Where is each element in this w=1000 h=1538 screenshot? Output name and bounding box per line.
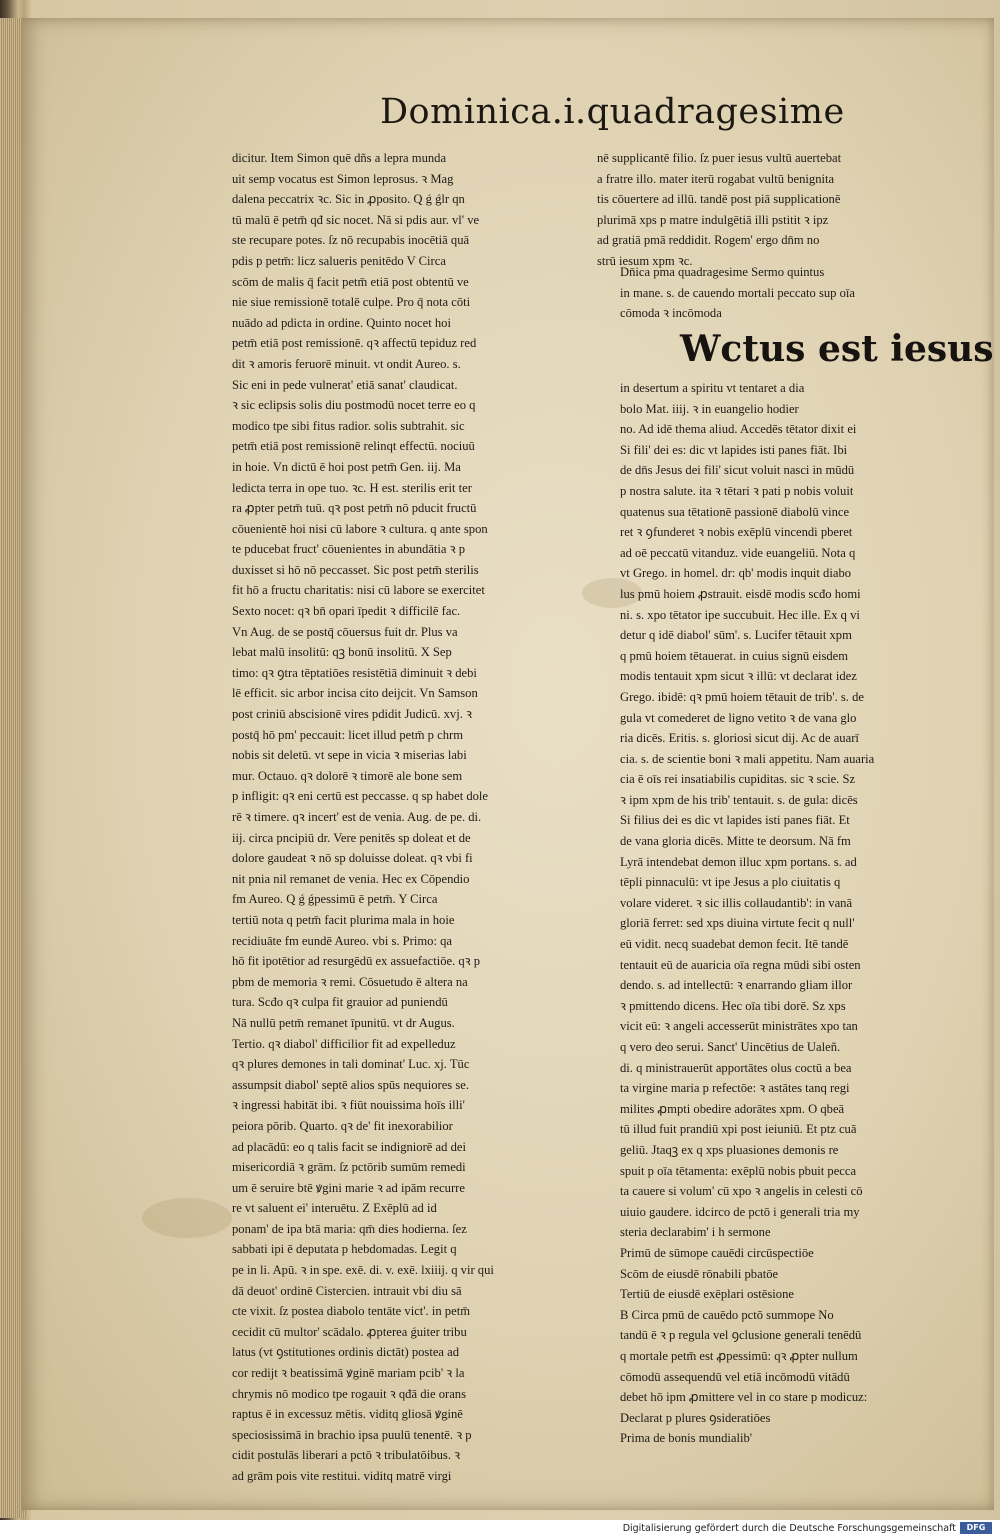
- text-line: modico tpe sibi fitus radior. solis subtrahit. sic: [232, 418, 465, 433]
- text-line: steria declarabim' i h sermone: [620, 1225, 771, 1240]
- text-line: volare videret. ꝛ sic illis collaudantib': in vanā: [620, 895, 853, 910]
- text-line: de vana gloria dicēs. Mitte te deorsum. Nā fm: [620, 834, 851, 849]
- text-line: di. q ministrauerūt apportātes olus coctū a bea: [620, 1060, 852, 1075]
- text-line: ret ꝛ ꝯfunderet ꝛ nobis exēplū vincendi pberet: [620, 525, 853, 540]
- text-line: in desertum a spiritu vt tentaret a dia: [620, 381, 805, 395]
- text-line: strū iesum xpm ꝛc.: [597, 253, 693, 268]
- text-line: lus pmū hoiem ꝓstrauit. eisdē modis scđo homi: [620, 586, 861, 601]
- text-line: ꝛ pmittendo dicens. Hec oīa tibi dorē. Sz xps: [620, 998, 846, 1013]
- text-line: Vn Aug. de se postq̄ cōuersus fuit dr. Plus va: [232, 624, 458, 639]
- text-line: cidit postulās liberari a pctō ꝛ tribulatōibus. ꝛ: [232, 1448, 461, 1463]
- text-line: q mortale petm̄ est ꝓpessimū: qꝛ ꝓpter nullum: [620, 1348, 858, 1363]
- text-line: uiuio gaudere. idcirco de pctō i generali tria my: [620, 1204, 860, 1219]
- text-line: petm̄ etiā post remissionē. qꝛ affectū tepiduz red: [232, 336, 477, 351]
- text-line: p nostra salute. ita ꝛ tētari ꝛ pati p nobis voluit: [620, 483, 854, 498]
- dfg-logo-icon: DFG: [960, 1522, 992, 1534]
- text-line: Prima de bonis mundialib': [620, 1431, 753, 1446]
- text-line: uit semp vocatus est Simon leprosus. ꝛ Mag: [232, 171, 454, 186]
- text-line: gloriā ferret: sed xps diuina virtute fecit q null': [620, 916, 855, 931]
- text-line: ad oē peccatū vitanduz. vide euangeliū. Nota q: [620, 545, 856, 560]
- digitization-credit: Digitalisierung gefördert durch die Deutsche Forschungsgemeinschaft: [622, 1523, 956, 1534]
- text-line: mur. Octauo. qꝛ dolorē ꝛ timorē ale bone sem: [232, 768, 463, 783]
- text-line: cōmodū assequendū vel etiā incōmodū vitādū: [620, 1369, 850, 1384]
- running-title: Dominica.i.quadragesime: [380, 92, 845, 132]
- text-line: fit hō a fructu charitatis: nisi cū labore se exercitet: [232, 583, 485, 598]
- text-line: Declarat p plures ꝯsideratiōes: [620, 1410, 771, 1425]
- text-line: p infligit: qꝛ eni certū est peccasse. q sp habet dole: [232, 789, 489, 804]
- text-line: raptus ē in excessuz mētis. viditq gliosā ꝟginē: [232, 1407, 463, 1422]
- text-line: ad grām pois vite restitui. viditq matrē virgi: [232, 1469, 452, 1483]
- text-line: B Circa pmū de cauēdo pctō summope No: [620, 1307, 834, 1322]
- right-column-continuation: [597, 148, 937, 272]
- text-line: sabbati ipi ē deputata p hebdomadas. Legit q: [232, 1242, 457, 1257]
- text-line: Sic eni in pede vulnerat' etiā sanat' claudicat.: [232, 377, 458, 392]
- text-line: detur q idē diabol' sūm'. s. Lucifer tētauit xpm: [620, 628, 852, 643]
- text-line: q pmū hoiem tētauerat. in cuius signū eisdem: [620, 648, 849, 663]
- text-line: ta virgine maria p refectōe: ꝛ astātes tanq regi: [620, 1081, 850, 1096]
- text-line: cōuenientē hoi nisi cū labore ꝛ cultura. q ante spon: [232, 521, 488, 536]
- text-line: a fratre illo. mater iterū rogabat vultū benignita: [597, 171, 835, 186]
- text-line: pbm de memoria ꝛ remi. Cōsuetudo ē altera na: [232, 974, 468, 989]
- text-line: um ē seruire btē ꝟgini marie ꝛ ad ipām recurre: [232, 1180, 465, 1195]
- text-line: vt Grego. in homel. dr: qb' modis inquit diabo: [620, 566, 852, 581]
- text-line: speciosissimā in brachio ipsa puulū tenentē. ꝛ p: [232, 1427, 472, 1442]
- text-line: scōm de malis q̄ facit petm̄ etiā post obtentū ve: [232, 274, 469, 289]
- text-line: dā deuot' ordinē Cistercien. intrauit vbi diu sā: [232, 1283, 462, 1298]
- text-line: ta cauere si volum' cū xpo ꝛ angelis in celesti cō: [620, 1184, 863, 1199]
- text-line: ꝛ ingressi habitāt ibi. ꝛ fiūt nouissima hoīs illi': [232, 1098, 465, 1113]
- text-line: Lyrā intendebat demon illuc xpm portans. s. ad: [620, 854, 857, 869]
- text-line: nit pnia nil remanet de venia. Hec ex Cōpendio: [232, 871, 470, 886]
- text-line: rē ꝛ timere. qꝛ incert' est de venia. Aug. de pe. di.: [232, 810, 482, 824]
- text-line: vicit eū: ꝛ angeli accesserūt ministrātes xpo tan: [620, 1019, 858, 1034]
- text-line: nē supplicantē filio. ſz puer iesus vultū auertebat: [597, 151, 842, 165]
- text-line: nuādo ad pdicta in ordine. Quinto nocet hoi: [232, 315, 451, 330]
- text-line: lē efficit. sic arbor incisa cito deijcit. Vn Samson: [232, 686, 478, 701]
- text-line: ni. s. xpo tētator ipe succubuit. Hec ille. Ex q vi: [620, 607, 860, 622]
- text-line: de dn̄s Jesus dei fili' sicut voluit nasci in mūdū: [620, 463, 855, 478]
- text-line: petm̄ etiā post remissionē relinqt effectū. nociuū: [232, 439, 475, 454]
- text-line: tertiū nota q petm̄ facit plurima mala in hoie: [232, 912, 455, 927]
- text-line: iij. circa pncipiū dr. Vere penitēs sp doleat et de: [232, 830, 471, 845]
- text-line: misericordiā ꝛ grām. ſz pctōrib sumūm remedi: [232, 1160, 466, 1175]
- text-line: ponam' de ipa btā maria: qm̄ dies hodierna. ſez: [232, 1221, 467, 1236]
- text-line: post criniū abscisionē vires pdidit Judicū. xvj. ꝛ: [232, 707, 472, 722]
- text-line: tū malū ē petm̄ qđ sic nocet. Nā si pdis aur. vl' ve: [232, 212, 480, 227]
- text-line: modis tentauit xpm sicut ꝛ illū: vt declarat idez: [620, 669, 857, 684]
- text-line: cor redijt ꝛ beatissimā ꝟginē mariam pcib' ꝛ la: [232, 1366, 465, 1381]
- sermon-heading: [620, 262, 940, 324]
- text-line: peiora pōrib. Quarto. qꝛ de' fit inexorabilior: [232, 1118, 453, 1133]
- text-line: timo: qꝛ ꝯtra tēptatiōes resistētiā diminuit ꝛ debi: [232, 665, 477, 680]
- text-line: ad placādū: eo q talis facit se indigniorē ad dei: [232, 1139, 466, 1154]
- text-line: qꝛ plures demones in tali dominat' Luc. xj. Tūc: [232, 1057, 470, 1072]
- text-line: tēpli pinnaculū: vt ipe Jesus a plo ciuitatis q: [620, 875, 841, 890]
- text-line: eū vidit. necq suadebat demon fecit. Itē tandē: [620, 937, 849, 952]
- text-line: ste recupare potes. ſz nō recupabis inocētiā quā: [232, 233, 470, 248]
- text-line: spuit p oīa tētamenta: exēplū nobis pbuit pecca: [620, 1163, 857, 1178]
- text-line: Scōm de eiusdē rōnabili pbatōe: [620, 1266, 779, 1281]
- text-line: Dn̄ica pma quadragesime Sermo quintus: [620, 265, 825, 279]
- text-line: tis cōuertere ad illū. tandē post piā supplicationē: [597, 192, 841, 207]
- text-line: Nā nullū petm̄ remanet īpunitū. vt dr Augus.: [232, 1015, 455, 1030]
- text-line: dit ꝛ amoris feruorē minuit. vt ondit Aureo. s.: [232, 356, 461, 371]
- right-text-column: [620, 378, 940, 1449]
- text-line: plurimā xps p matre indulgētiā illi pstitit ꝛ ipz: [597, 212, 829, 227]
- text-line: ra ꝓpter petm̄ tuū. qꝛ post petm̄ nō pducit fructū: [232, 501, 477, 516]
- text-line: Primū de sūmope cauēdi circūspectiōe: [620, 1245, 814, 1260]
- text-line: geliū. Jtaqꝫ ex q xps pluasiones demonis re: [620, 1142, 839, 1157]
- text-line: re vt saluent ei' interuētu. Z Exēplū ad id: [232, 1201, 437, 1216]
- text-line: quatenus sua tētationē passionē diabolū vince: [620, 504, 850, 519]
- text-line: fm Aureo. Q ǵ ǵpessimū ē petm̄. Y Circa: [232, 892, 438, 907]
- text-line: cia. s. de scientie boni ꝛ mali appetitu. Nam auaria: [620, 751, 875, 766]
- text-line: ad gratiā pmā reddidit. Rogem' ergo dn̄m no: [597, 233, 820, 248]
- text-line: dalena peccatrix ꝛc. Sic in ꝓposito. Q ǵ ǵlr qn: [232, 192, 465, 207]
- text-line: cia ē oīs rei insatiabilis cupiditas. sic ꝛ scie. Sz: [620, 772, 856, 787]
- text-line: q vero deo serui. Sanct' Uincētius de Ualeñ.: [620, 1040, 841, 1054]
- text-line: pe in li. Apū. ꝛ in spe. exē. di. v. exē. lxiiij. q vir qui: [232, 1263, 494, 1278]
- text-line: dicitur. Item Simon quē dñs a lepra munda: [232, 151, 447, 165]
- text-line: no. Ad idē thema aliud. Accedēs tētator dixit ei: [620, 422, 857, 437]
- paper-stain: [142, 1198, 232, 1238]
- text-line: debet hō ipm ꝓmittere vel in co stare p modicuz:: [620, 1390, 868, 1405]
- text-line: assumpsit diabol' septē alios spūs nequiores se.: [232, 1077, 469, 1092]
- text-line: ledicta terra in ope tuo. ꝛc. H est. sterilis erit ter: [232, 480, 472, 495]
- text-line: Sexto nocet: qꝛ bn̄ opari īpedit ꝛ difficilē fac.: [232, 604, 461, 619]
- text-line: postq̄ hō pm' peccauit: licet illud petm̄ p chrm: [232, 727, 464, 742]
- text-line: in mane. s. de cauendo mortali peccato sup oīa: [620, 285, 856, 300]
- text-line: Si filius dei es dic vt lapides isti panes fiāt. Et: [620, 813, 850, 828]
- text-line: recidiuāte fm eundē Aureo. vbi s. Primo: qa: [232, 933, 452, 948]
- text-line: cecidit cū multor' scādalo. ꝓpterea ǵuiter tribu: [232, 1324, 467, 1339]
- text-line: pdis p petm̄: licz salueris penitēdo V Circa: [232, 253, 446, 268]
- text-line: dolore gaudeat ꝛ nō sp doluisse doleat. qꝛ vbi fi: [232, 851, 473, 866]
- left-text-column: [232, 148, 582, 1487]
- text-line: nobis sit deletū. vt sepe in vicia ꝛ miserias labi: [232, 748, 467, 763]
- incipit-heading: Wctus est iesus: [680, 328, 994, 370]
- text-line: tandū ē ꝛ p regula vel ꝯclusione generali tenēdū: [620, 1328, 862, 1343]
- text-line: dendo. s. ad intellectū: ꝛ enarrando gliam illor: [620, 978, 853, 993]
- text-line: nie siue remissionē totalē culpe. Pro q̄ nota cōti: [232, 295, 471, 310]
- text-line: tū illud fuit prandiū xpi post ieiuniū. Et ptz cuā: [620, 1122, 857, 1137]
- text-line: gula vt comederet de ligno vetito ꝛ de vana glo: [620, 710, 857, 725]
- text-line: lebat malū insolitū: qꝫ bonū insolitū. X Sep: [232, 645, 452, 660]
- text-line: ria dicēs. Eritis. s. gloriosi sicut dij. Ac de auarī: [620, 731, 859, 746]
- text-line: Si fili' dei es: dic vt lapides isti panes fiāt. Ibi: [620, 442, 848, 457]
- text-line: ꝛ ipm xpm de his trib' tentauit. s. de gula: dicēs: [620, 792, 858, 807]
- text-line: tentauit eū de auaricia oīa regna mūdi sibi osten: [620, 957, 861, 972]
- text-line: in hoie. Vn dictū ē hoi post petm̄ Gen. iij. Ma: [232, 459, 461, 474]
- text-line: duxisset si hō nō peccasset. Sic post petm̄ sterilis: [232, 562, 479, 577]
- text-line: cōmoda ꝛ incōmoda: [620, 306, 722, 321]
- text-line: tura. Scđo qꝛ culpa fit grauior ad puniendū: [232, 995, 448, 1010]
- text-line: Tertiū de eiusdē exēplari ostēsione: [620, 1287, 794, 1302]
- text-line: milites ꝓmpti obedire adorātes xpm. O qbeā: [620, 1101, 845, 1116]
- text-line: Grego. ibidē: qꝛ pmū hoiem tētauit de trib'. s. de: [620, 689, 864, 704]
- text-line: te pducebat fruct' cōuenientes in abundātia ꝛ p: [232, 542, 466, 557]
- text-line: bolo Mat. iiij. ꝛ in euangelio hodier: [620, 401, 799, 416]
- text-line: cte vixit. ſz postea diabolo tentāte vict'. in petm̄: [232, 1304, 470, 1319]
- text-line: ꝛ sic eclipsis solis diu postmodū nocet terre eo q: [232, 398, 476, 413]
- text-line: chrymis nō modico tpe rogauit ꝛ qđā die orans: [232, 1386, 467, 1401]
- text-line: hō fit ipotētior ad resurgēdū ex assuefactiōe. qꝛ p: [232, 954, 481, 969]
- text-line: latus (vt ꝯstitutiones ordinis dictāt) postea ad: [232, 1345, 460, 1360]
- text-line: Tertio. qꝛ diabol' difficilior fit ad expelleduz: [232, 1036, 456, 1051]
